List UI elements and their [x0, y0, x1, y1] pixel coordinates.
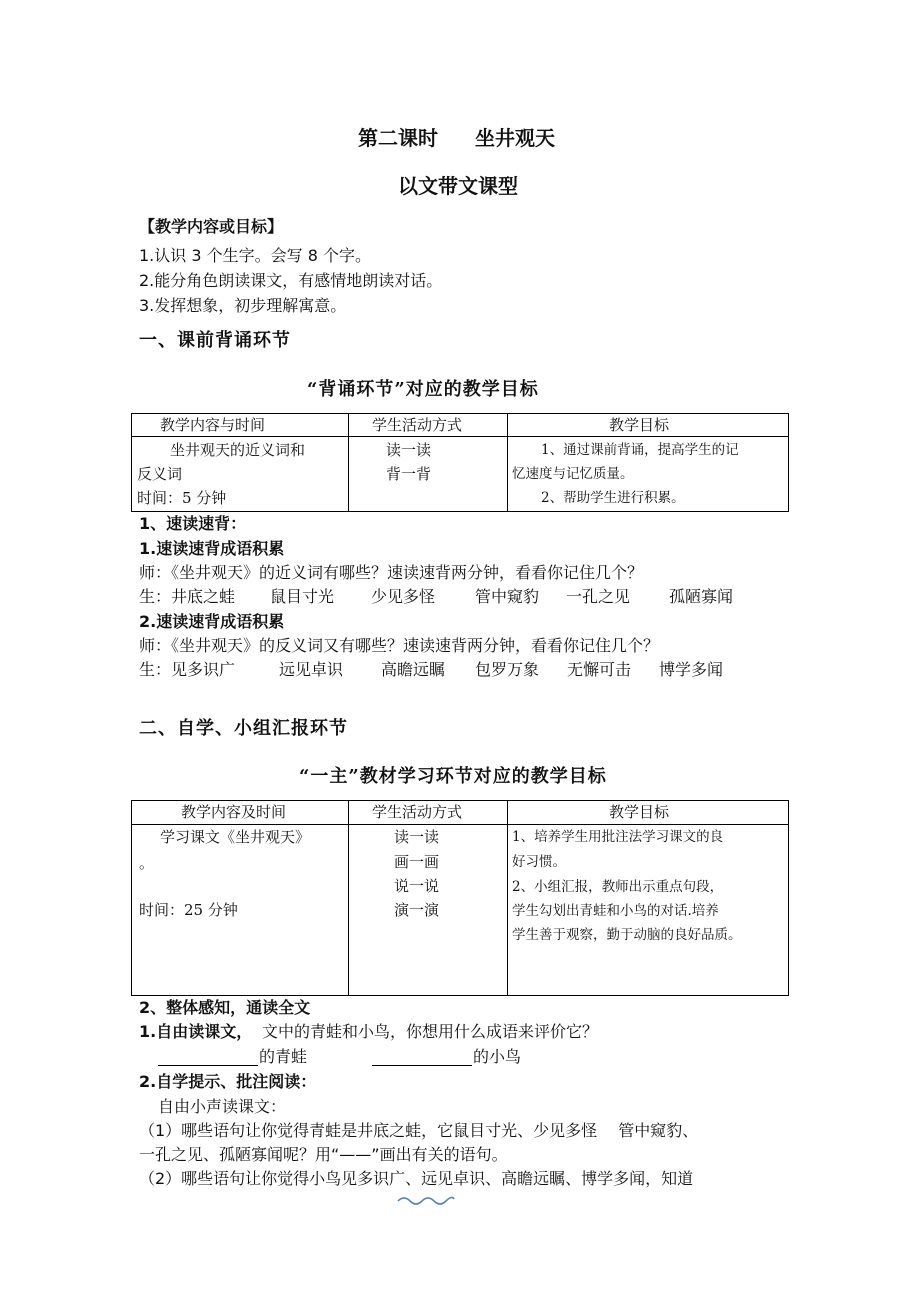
idiom: 无懈可击 — [567, 660, 632, 679]
bird-blank[interactable] — [372, 1065, 472, 1066]
table1-header: 教学目标 — [609, 416, 670, 434]
table1-content: 时间：5 分钟 — [137, 489, 227, 507]
section2-heading: 二、自学、小组汇报环节 — [139, 718, 348, 739]
goal-item: 3.发挥想象，初步理解寓意。 — [139, 296, 347, 315]
table2-objective: 好习惯。 — [512, 854, 566, 870]
idiom: 远见卓识 — [279, 660, 344, 679]
idiom: 一孔之见 — [566, 587, 631, 606]
goals-heading: 【教学内容或目标】 — [139, 217, 284, 236]
speed-part1-label: 生： — [139, 587, 172, 606]
table2-caption: “一主”教材学习环节对应的教学目标 — [299, 766, 607, 787]
lesson-type: 以文带文课型 — [398, 174, 518, 198]
speed-part1-title: 1.速读速背成语积累 — [139, 539, 285, 558]
lesson-topic: 坐井观天 — [475, 126, 555, 150]
overall-q1-rest: 文中的青蛙和小鸟，你想用什么成语来评价它？ — [262, 1022, 599, 1041]
speed-part1-teacher: 师：《坐井观天》的近义词有哪些？速读速背两分钟，看看你记住几个？ — [139, 563, 644, 582]
idiom: 井底之蛙 — [171, 587, 236, 606]
table1-content: 反义词 — [137, 465, 183, 483]
table1-objective: 2、帮助学生进行积累。 — [541, 490, 685, 506]
table2-header: 教学目标 — [609, 803, 670, 821]
overall-q1-bold: 1.自由读课文， — [139, 1022, 253, 1041]
table2-header: 教学内容及时间 — [181, 803, 287, 821]
question-2: （2）哪些语句让你觉得小鸟见多识广、远见卓识、高瞻远瞩、博学多闻，知道 — [139, 1169, 694, 1188]
table2-objective: 1、培养学生用批注法学习课文的良 — [512, 829, 724, 845]
speed-part2-title: 2.速读速背成语积累 — [139, 612, 285, 631]
idiom: 管中窥豹 — [475, 587, 540, 606]
table1-content: 坐井观天的近义词和 — [170, 441, 306, 459]
idiom: 包罗万象 — [475, 660, 540, 679]
table2-objective: 2、小组汇报，教师出示重点句段， — [512, 879, 724, 895]
table2-objective: 学生勾划出青蛙和小鸟的对话.培养 — [512, 903, 719, 919]
table1-caption: “背诵环节”对应的教学目标 — [307, 379, 539, 400]
table2-activity: 画一画 — [394, 853, 440, 871]
wave-mark-icon — [396, 1193, 456, 1207]
hint-intro: 自由小声读课文： — [158, 1097, 287, 1116]
table1-activity: 读一读 — [386, 441, 432, 459]
question-1-cont: 一孔之见、孤陋寡闻呢？用“——”画出有关的语句。 — [139, 1145, 508, 1164]
overall-heading: 2、整体感知，通读全文 — [139, 998, 311, 1017]
table2-activity: 读一读 — [394, 828, 440, 846]
table1-objective: 1、通过课前背诵，提高学生的记 — [541, 442, 739, 458]
idiom: 博学多闻 — [659, 660, 724, 679]
table1-activity: 背一背 — [386, 465, 432, 483]
section1-heading: 一、课前背诵环节 — [139, 330, 291, 351]
lesson-title: 第二课时 — [358, 126, 438, 150]
speed-part2-label: 生： — [139, 660, 172, 679]
table1-header: 教学内容与时间 — [160, 416, 266, 434]
table2-content: 。 — [139, 854, 155, 872]
frog-label: 的青蛙 — [259, 1047, 308, 1066]
table1-objective: 忆速度与记忆质量。 — [512, 466, 634, 482]
table2-activity: 说一说 — [394, 877, 440, 895]
speed-part2-teacher: 师：《坐井观天》的反义词又有哪些？速读速背两分钟，看看你记住几个？ — [139, 636, 660, 655]
goal-item: 2.能分角色朗读课文，有感情地朗读对话。 — [139, 271, 443, 290]
idiom: 高瞻远瞩 — [381, 660, 446, 679]
goal-item: 1.认识 3 个生字。会写 8 个字。 — [139, 246, 371, 265]
table2-content: 学习课文《坐井观天》 — [160, 828, 311, 846]
idiom: 鼠目寸光 — [270, 587, 335, 606]
table2-content: 时间：25 分钟 — [139, 901, 238, 919]
question-1: （1）哪些语句让你觉得青蛙是井底之蛙，它鼠目寸光、少见多怪 管中窥豹、 — [139, 1121, 699, 1140]
idiom: 少见多怪 — [371, 587, 436, 606]
table2-activity: 演一演 — [394, 901, 440, 919]
bird-label: 的小鸟 — [473, 1047, 522, 1066]
table2-header: 学生活动方式 — [372, 803, 463, 821]
idiom: 见多识广 — [171, 660, 236, 679]
hint-heading: 2.自学提示、批注阅读： — [139, 1072, 317, 1091]
frog-blank[interactable] — [158, 1065, 258, 1066]
table1-header: 学生活动方式 — [372, 416, 463, 434]
speed-heading: 1、速读速背： — [139, 514, 247, 533]
table2-objective: 学生善于观察，勤于动脑的良好品质。 — [512, 927, 742, 943]
idiom: 孤陋寡闻 — [669, 587, 734, 606]
